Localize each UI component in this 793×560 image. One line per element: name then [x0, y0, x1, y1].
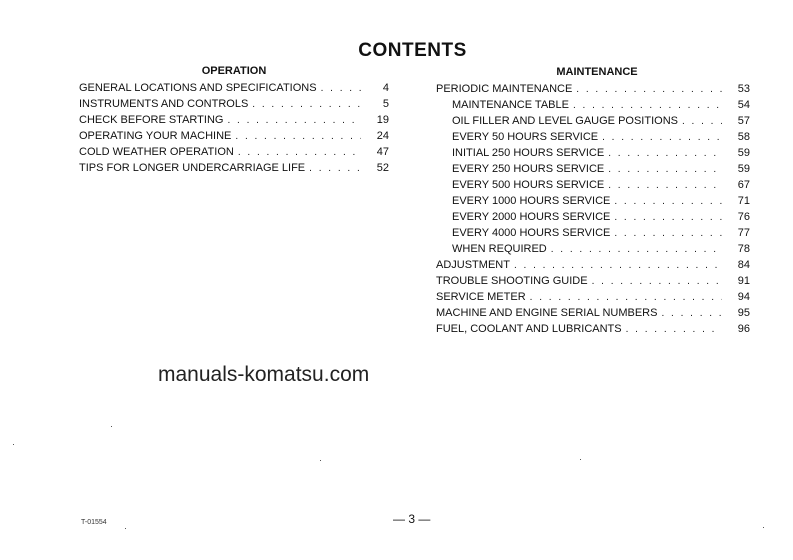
toc-entry-page: 57 — [737, 115, 750, 127]
dot-leader — [321, 81, 361, 97]
toc-entry-page: 78 — [737, 243, 750, 255]
toc-entry-label: EVERY 2000 HOURS SERVICE — [452, 211, 611, 223]
toc-entry-page: 5 — [382, 98, 389, 110]
page-number: — 3 — — [393, 512, 431, 526]
toc-entry-label: WHEN REQUIRED — [452, 243, 547, 255]
toc-entry-page: 58 — [737, 131, 750, 143]
toc-entry-label: MAINTENANCE TABLE — [452, 99, 569, 111]
toc-entry-every-2000-hours[interactable] — [436, 209, 750, 225]
toc-entry-page: 91 — [737, 275, 750, 287]
toc-entry-page: 71 — [737, 195, 750, 207]
toc-entry-page: 67 — [737, 179, 750, 191]
toc-entry-periodic-maintenance[interactable] — [436, 81, 750, 97]
toc-entry-page: 19 — [376, 114, 389, 126]
scan-speck — [13, 444, 14, 445]
dot-leader — [592, 274, 722, 290]
toc-entry-maintenance-table[interactable] — [436, 97, 750, 113]
toc-entry-page: 59 — [737, 163, 750, 175]
toc-entry-instruments-controls[interactable] — [79, 96, 389, 112]
toc-entry-page: 24 — [376, 130, 389, 142]
toc-entry-label: EVERY 1000 HOURS SERVICE — [452, 195, 611, 207]
scan-speck — [111, 426, 112, 427]
toc-entry-page: 53 — [737, 83, 750, 95]
toc-entry-page: 95 — [737, 307, 750, 319]
toc-entry-label: EVERY 250 HOURS SERVICE — [452, 163, 605, 175]
toc-entry-label: EVERY 50 HOURS SERVICE — [452, 131, 599, 143]
toc-entry-page: 76 — [737, 211, 750, 223]
toc-entry-label: INITIAL 250 HOURS SERVICE — [452, 147, 605, 159]
scan-speck — [580, 459, 581, 460]
scan-speck — [125, 528, 126, 529]
toc-entry-general-locations[interactable] — [79, 80, 389, 96]
toc-entry-page: 4 — [382, 82, 389, 94]
toc-entry-page: 96 — [737, 323, 750, 335]
toc-entry-serial-numbers[interactable] — [436, 305, 750, 321]
toc-entry-label: MACHINE AND ENGINE SERIAL NUMBERS — [436, 307, 658, 319]
dot-leader — [573, 98, 722, 114]
dot-leader — [682, 114, 722, 130]
toc-entry-every-500-hours[interactable] — [436, 177, 750, 193]
watermark-text: manuals-komatsu.com — [158, 363, 370, 386]
toc-entry-every-4000-hours[interactable] — [436, 225, 750, 241]
toc-entry-label: EVERY 4000 HOURS SERVICE — [452, 227, 611, 239]
operation-heading: OPERATION — [201, 65, 267, 77]
operation-section — [79, 64, 389, 176]
page-title: CONTENTS — [358, 40, 467, 61]
toc-entry-label: SERVICE METER — [436, 291, 526, 303]
toc-entry-label: PERIODIC MAINTENANCE — [436, 83, 573, 95]
toc-entry-label: GENERAL LOCATIONS AND SPECIFICATIONS — [79, 82, 317, 94]
toc-entry-label: TROUBLE SHOOTING GUIDE — [436, 275, 588, 287]
dot-leader — [576, 82, 722, 98]
dot-leader — [614, 210, 722, 226]
dot-leader — [227, 113, 361, 129]
toc-entry-when-required[interactable] — [436, 241, 750, 257]
dot-leader — [626, 322, 722, 338]
dot-leader — [608, 178, 722, 194]
toc-entry-page: 59 — [737, 147, 750, 159]
toc-entry-label: EVERY 500 HOURS SERVICE — [452, 179, 605, 191]
toc-entry-label: COLD WEATHER OPERATION — [79, 146, 234, 158]
document-code: T-01554 — [81, 519, 107, 526]
toc-entry-cold-weather[interactable] — [79, 144, 389, 160]
dot-leader — [530, 290, 722, 306]
maintenance-section — [436, 65, 750, 337]
dot-leader — [235, 129, 361, 145]
toc-entry-page: 47 — [376, 146, 389, 158]
toc-entry-label: OIL FILLER AND LEVEL GAUGE POSITIONS — [452, 115, 678, 127]
dot-leader — [602, 130, 722, 146]
toc-entry-label: FUEL, COOLANT AND LUBRICANTS — [436, 323, 622, 335]
toc-entry-service-meter[interactable] — [436, 289, 750, 305]
toc-entry-oil-filler-gauge[interactable] — [436, 113, 750, 129]
toc-entry-page: 94 — [737, 291, 750, 303]
dot-leader — [238, 145, 361, 161]
toc-entry-label: INSTRUMENTS AND CONTROLS — [79, 98, 249, 110]
dot-leader — [252, 97, 361, 113]
toc-entry-initial-250-hours[interactable] — [436, 145, 750, 161]
toc-entry-undercarriage-tips[interactable] — [79, 160, 389, 176]
toc-entry-page: 77 — [737, 227, 750, 239]
scan-speck — [763, 527, 764, 528]
dot-leader — [309, 161, 361, 177]
dot-leader — [614, 226, 722, 242]
toc-entry-label: CHECK BEFORE STARTING — [79, 114, 224, 126]
toc-entry-page: 84 — [737, 259, 750, 271]
dot-leader — [614, 194, 722, 210]
dot-leader — [551, 242, 722, 258]
toc-entry-every-1000-hours[interactable] — [436, 193, 750, 209]
dot-leader — [661, 306, 722, 322]
toc-entry-operating-machine[interactable] — [79, 128, 389, 144]
toc-entry-label: TIPS FOR LONGER UNDERCARRIAGE LIFE — [79, 162, 306, 174]
dot-leader — [514, 258, 722, 274]
toc-entry-label: ADJUSTMENT — [436, 259, 510, 271]
maintenance-heading: MAINTENANCE — [556, 66, 638, 78]
toc-entry-page: 54 — [737, 99, 750, 111]
toc-entry-every-250-hours[interactable] — [436, 161, 750, 177]
toc-entry-trouble-shooting[interactable] — [436, 273, 750, 289]
dot-leader — [608, 146, 722, 162]
toc-entry-page: 52 — [376, 162, 389, 174]
toc-entry-every-50-hours[interactable] — [436, 129, 750, 145]
toc-entry-label: OPERATING YOUR MACHINE — [79, 130, 232, 142]
scan-speck — [320, 460, 321, 461]
toc-entry-check-before-starting[interactable] — [79, 112, 389, 128]
toc-entry-fuel-coolant-lubricants[interactable] — [436, 321, 750, 337]
toc-entry-adjustment[interactable] — [436, 257, 750, 273]
dot-leader — [608, 162, 722, 178]
